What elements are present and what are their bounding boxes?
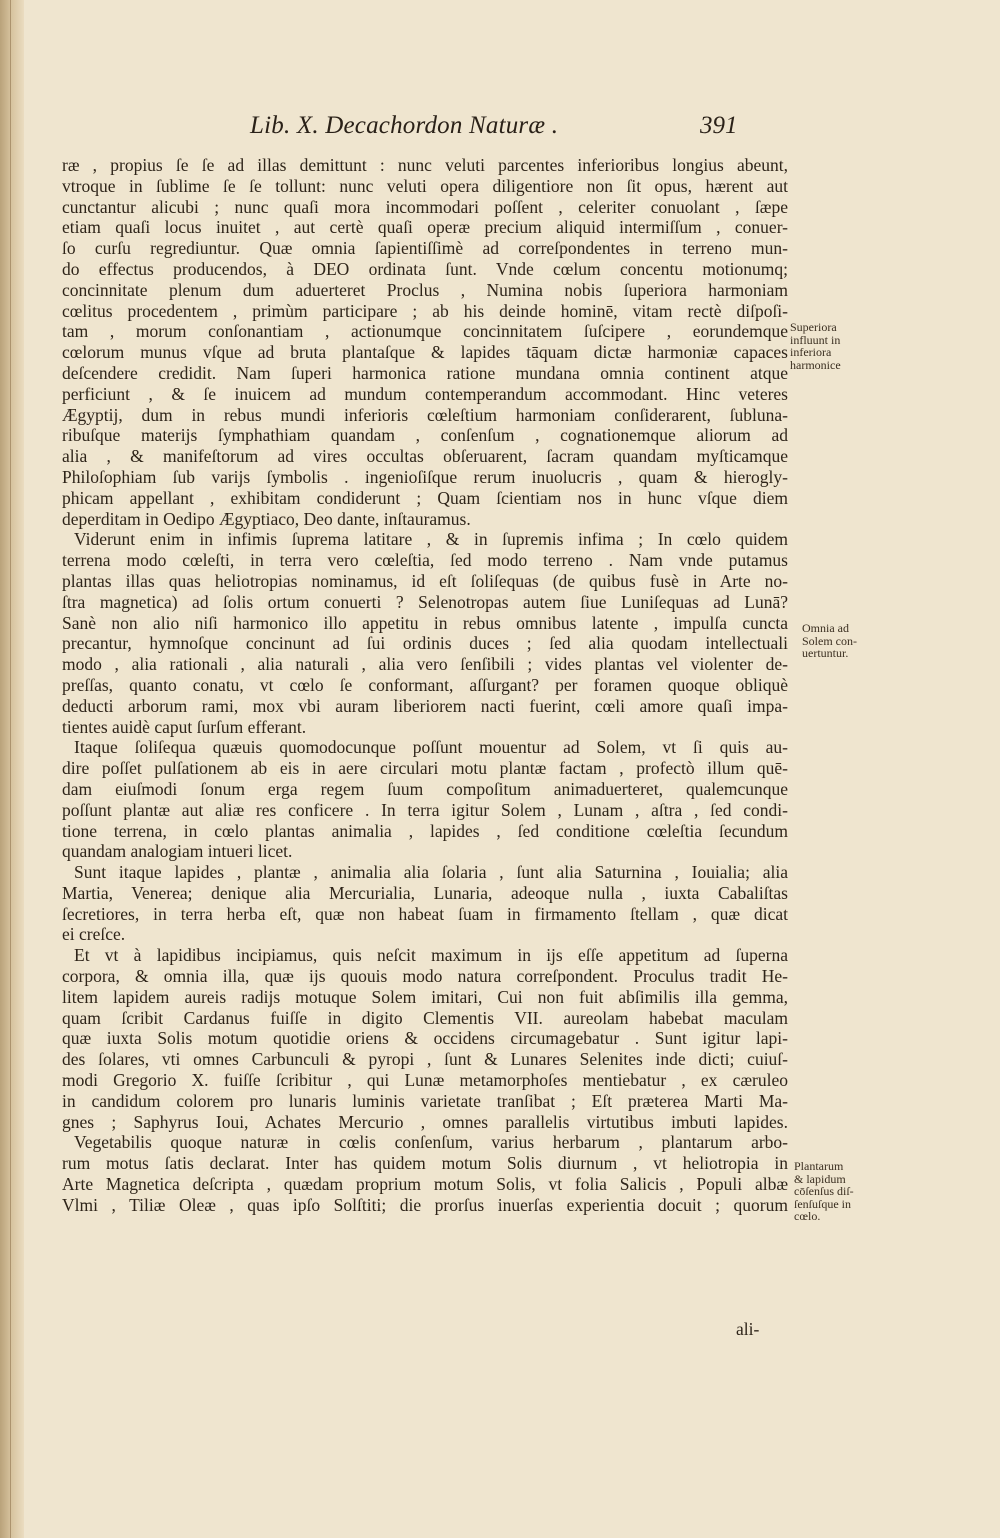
text-line: tione terrena, in cœlo plantas animalia , lapides , ſed conditione cœleſtia ſecundum bbox=[62, 820, 788, 841]
margin-note-line: Omnia ad bbox=[802, 621, 849, 635]
text-line: gnes ; Saphyrus Ioui, Achates Mercurio , omnes parallelis virtutibus imbuti lapides. bbox=[62, 1111, 788, 1132]
text-line: ei creſce. bbox=[62, 924, 126, 945]
margin-note-line: uertuntur. bbox=[802, 646, 849, 660]
text-line: ribuſque materijs ſymphathiam quandam , conſenſum , cognationemque aliorum ad bbox=[62, 425, 788, 446]
text-line: quam ſcribit Cardanus fuiſſe in digito Clementis VII. aureolam habebat maculam bbox=[62, 1007, 788, 1028]
margin-note-line: Plantarum bbox=[794, 1159, 844, 1173]
text-line: Sanè non alio niſi harmonico illo appetitu in rebus omnibus latente , impulſa cuncta bbox=[62, 612, 788, 633]
text-line: alia , & manifeſtorum ad vires occultas obſeruarent, ſacram quandam myſticamque bbox=[62, 446, 788, 467]
text-line: deperditam in Oedipo Ægyptiaco, Deo dante, inſtauramus. bbox=[62, 508, 471, 529]
text-line: poſſunt plantæ aut aliæ res conficere . In terra igitur Solem , Lunam , aſtra , ſed condi- bbox=[62, 799, 788, 820]
text-line: tientes auidè caput ſurſum efferant. bbox=[62, 716, 307, 737]
text-line: dam eiuſmodi ſonum erga regem ſuum compoſitum animaduerteret, qualemcunque bbox=[62, 778, 788, 799]
running-head-title: Lib. X. Decachordon Naturæ . bbox=[250, 112, 559, 139]
text-line: rum motus ſatis declarat. Inter has quidem motum Solis diurnum , vt heliotropia in bbox=[62, 1153, 788, 1174]
text-line: in candidum colorem pro lunaris luminis varietate tranſibat ; Eſt præterea Marti Ma- bbox=[62, 1090, 788, 1111]
text-line: ſo curſu regrediuntur. Quæ omnia ſapientiſſimè ad correſpondentes in terreno mun- bbox=[62, 238, 788, 259]
text-line: Et vt à lapidibus incipiamus, quis neſcit maximum in ijs eſſe appetitum ad ſuperna bbox=[74, 945, 788, 966]
text-line: do effectus producendos, à DEO ordinata ſunt. Vnde cœlum concentu motionumq; bbox=[62, 258, 788, 279]
text-line: quæ iuxta Solis motum quotidie oriens & occidens circumagebatur . Sunt igitur lapi- bbox=[62, 1028, 788, 1049]
text-line: etiam quaſi locus inuitet , aut certè quaſi operæ precium aliquid intermiſſum , conuer- bbox=[62, 217, 788, 238]
margin-note-line: ſenſuſque in bbox=[794, 1196, 851, 1211]
page-number: 391 bbox=[700, 112, 738, 139]
text-line: cunctantur alicubi ; nunc quaſi mora incommodari poſſent , celeriter conuolant , ſæpe bbox=[62, 196, 788, 217]
main-text-block bbox=[62, 155, 788, 1216]
text-line: cœlorum munus vſque ad bruta plantaſque & lapides tāquam dictæ harmoniæ capaces bbox=[62, 342, 788, 363]
text-line: dire poſſet pulſationem ab eis in aere circulari motu plantæ factam , profectò illum quē- bbox=[62, 758, 788, 779]
text-line: tam , morum conſonantiam , actionumque concinnitatem ſuſcipere , eorundemque bbox=[62, 321, 788, 342]
text-line: Philoſophiam ſub varijs ſymbolis . ingenioſiſque rerum inuolucris , quam & hierogly- bbox=[62, 466, 788, 487]
margin-note-sun bbox=[802, 622, 888, 660]
text-line: ræ , propius ſe ſe ad illas demittunt : nunc veluti parcentes inferioribus longius abeunt, bbox=[62, 155, 788, 175]
margin-note-line: & lapidum bbox=[794, 1171, 846, 1186]
text-line: litem lapidem aureis radijs motuque Solem imitari, Cui non fuit abſimilis illa gemma, bbox=[62, 986, 788, 1007]
margin-note-line: cœlo. bbox=[794, 1209, 821, 1223]
text-line: Vegetabilis quoque naturæ in cœlis conſenſum, varius herbarum , plantarum arbo- bbox=[74, 1132, 788, 1153]
text-line: Ægyptij, dum in rebus mundi inferioris cœleſtium harmoniam conſiderarent, ſubluna- bbox=[62, 404, 788, 425]
text-line: modi Gregorio X. fuiſſe ſcribitur , qui Lunæ metamorphoſes mentiebatur , ex cæruleo bbox=[62, 1070, 788, 1091]
margin-note-line: cōſenſus diſ- bbox=[794, 1184, 854, 1198]
text-line: phicam appellant , exhibitam condiderunt ; Quam ſcientiam nos in hunc vſque diem bbox=[62, 487, 788, 508]
text-line: corpora, & omnia illa, quæ ijs quouis modo natura correſpondent. Proculus tradit He- bbox=[62, 966, 788, 987]
text-line: perficiunt , & ſe inuicem ad mundum contemperandum accommodant. Hinc veteres bbox=[62, 383, 788, 404]
text-line: Vlmi , Tiliæ Oleæ , quas ipſo Solſtiti; die prorſus inuerſas experientia docuit ; quorum bbox=[62, 1194, 788, 1215]
text-line: plantas illas quas heliotropias nominamus, id eſt ſoliſequas (de quibus fusè in Arte no- bbox=[62, 570, 788, 591]
margin-note-line: Solem con- bbox=[802, 633, 857, 648]
text-line: Viderunt enim in infimis ſuprema latitare , & in ſupremis infima ; In cœlo quidem bbox=[74, 529, 788, 550]
text-line: precantur, hymnoſque concinunt ad ſui ordinis duces ; ſed alia quodam intellectuali bbox=[62, 633, 788, 654]
margin-note-harmony bbox=[790, 321, 876, 371]
text-line: Martia, Venerea; denique alia Mercurialia, Lunaria, adeoque nulla , iuxta Cabaliſtas bbox=[62, 882, 788, 903]
text-line: cœlitus procedentem , primùm participare ; ab his deinde hominē, vitam rectè diſpoſi- bbox=[62, 300, 788, 321]
text-line: quandam analogiam intueri licet. bbox=[62, 841, 293, 862]
margin-note-plants bbox=[794, 1160, 880, 1223]
catchword: ali- bbox=[736, 1319, 760, 1339]
page-gutter bbox=[0, 0, 24, 1538]
text-line: modo , alia rationali , alia naturali , alia vero ſenſibili ; vides plantas vel violenter de- bbox=[62, 654, 788, 675]
margin-note-line: inferiora bbox=[790, 345, 832, 359]
text-line: ſtra magnetica) ad ſolis ortum conuerti ? Selenotropas autem ſiue Luniſequas ad Lunā? bbox=[62, 591, 788, 612]
text-line: terrena modo cœleſti, in terra vero cœleſtia, ſed modo terreno . Nam vnde putamus bbox=[62, 550, 788, 571]
gutter-fold-line bbox=[10, 0, 11, 1538]
text-line: Itaque ſoliſequa quæuis quomodocunque poſſunt mouentur ad Solem, vt ſi quis au- bbox=[74, 737, 788, 758]
text-line: Sunt itaque lapides , plantæ , animalia alia ſolaria , ſunt alia Saturnina , Iouialia; alia bbox=[74, 862, 788, 883]
margin-note-line: influunt in bbox=[790, 332, 841, 347]
text-line: des ſolares, vti omnes Carbunculi & pyropi , ſunt & Lunares Selenites inde dicti; cuiuſ- bbox=[62, 1049, 788, 1070]
margin-note-line: harmonice bbox=[790, 357, 841, 372]
text-line: ſecretiores, in terra herba eſt, quæ non habeat ſuam in firmamento ſtellam , quæ dicat bbox=[62, 903, 788, 924]
text-line: concinnitate plenum dum aduerteret Proclus , Numina nobis ſuperiora harmoniam bbox=[62, 279, 788, 300]
text-line: Arte Magnetica deſcripta , quædam proprium motum Solis, vt folia Salicis , Populi albæ bbox=[62, 1174, 788, 1195]
text-line: deducti arborum rami, mox vbi auram liberiorem nacti fuerint, cœli amore quaſi impa- bbox=[62, 695, 788, 716]
text-line: deſcendere credidit. Nam ſuperi harmonica ratione mundana omnia continent atque bbox=[62, 362, 788, 383]
text-line: preſſas, quanto conatu, vt cœlo ſe conformant, aſſurgant? per foramen quoque obliquè bbox=[62, 674, 788, 695]
text-line: vtroque in ſublime ſe ſe tollunt: nunc veluti opera diligentiore non ſit opus, hærent aut bbox=[62, 175, 788, 196]
margin-note-line: Superiora bbox=[790, 320, 837, 334]
